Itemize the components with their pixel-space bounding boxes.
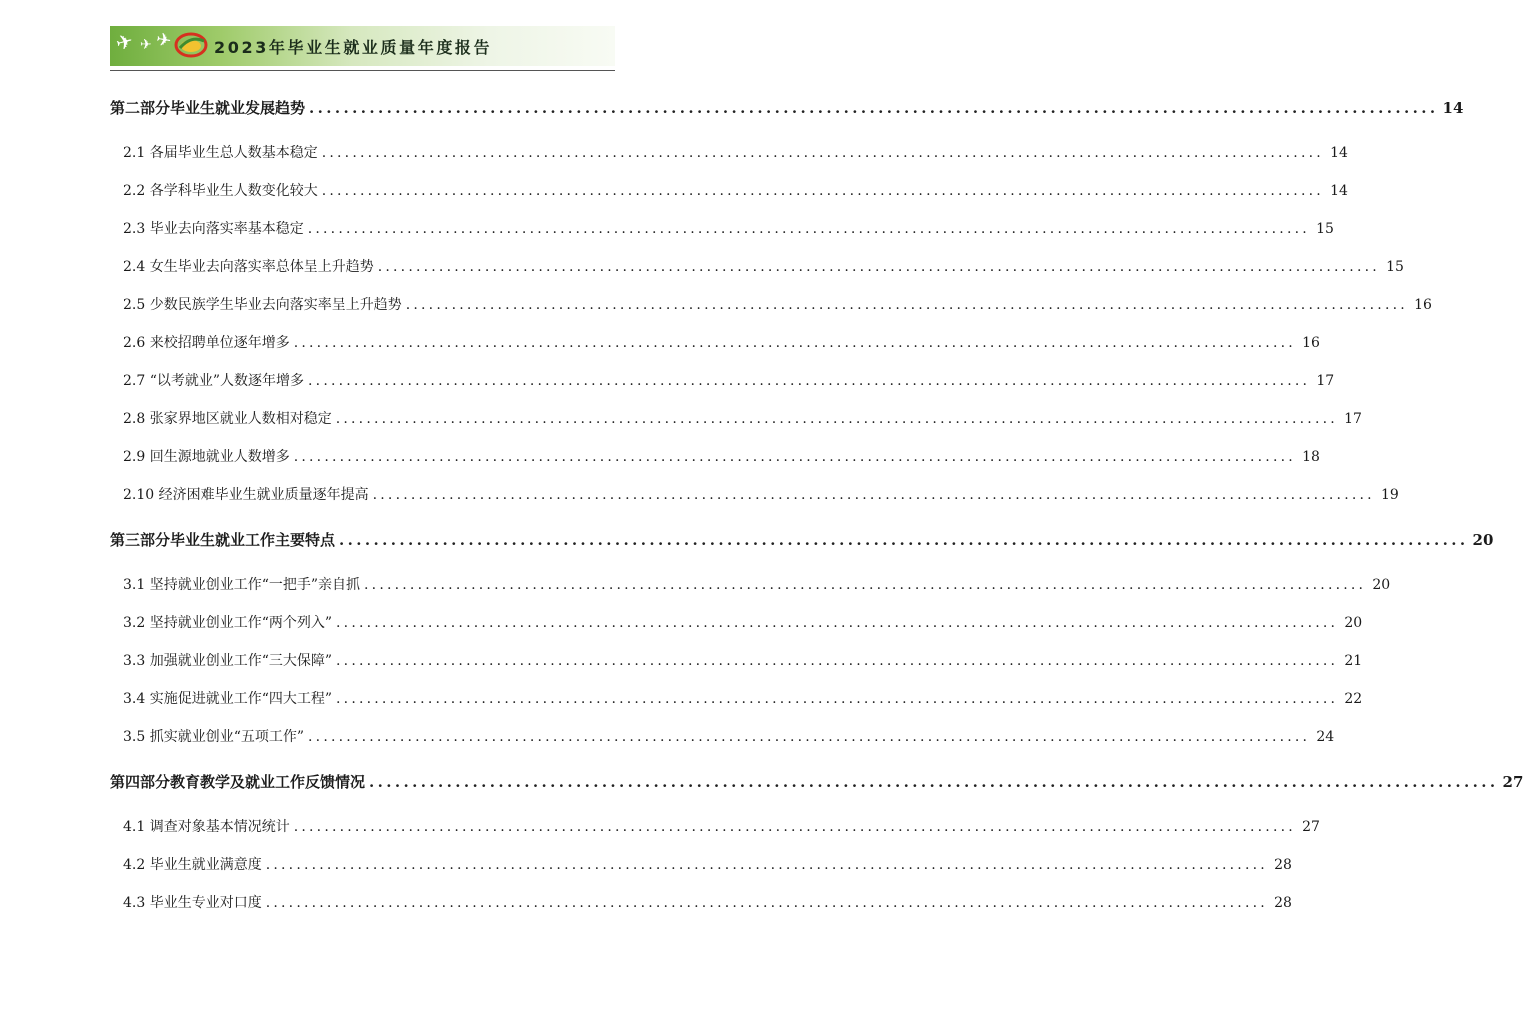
toc-leader-dots: ...................................................................................................................................: [369, 773, 1499, 791]
toc-page-number: 20: [1472, 531, 1494, 549]
toc-item-label: 2.1 各届毕业生总人数基本稳定: [123, 145, 318, 161]
toc-item-2-5[interactable]: [110, 286, 1432, 324]
report-header-banner: [110, 26, 615, 66]
toc-item-3-4[interactable]: [110, 680, 1363, 718]
toc-leader-dots: ...................................................................................................................................: [307, 221, 1310, 237]
toc-item-2-3[interactable]: [110, 210, 1334, 248]
toc-item-4-2[interactable]: [110, 846, 1292, 884]
toc-item-label: 2.9 回生源地就业人数增多: [123, 449, 290, 465]
toc-item-label: 3.2 坚持就业创业工作“两个列入”: [123, 615, 333, 631]
toc-section-title: 第三部分毕业生就业工作主要特点: [110, 531, 336, 549]
toc-item-label: 2.7 “以考就业”人数逐年增多: [123, 373, 305, 389]
toc-page-number: 14: [1442, 99, 1464, 117]
toc-page-number: 16: [1302, 335, 1320, 351]
bird-icon: ✈: [113, 28, 136, 56]
toc-item-2-7[interactable]: [110, 362, 1335, 400]
toc-leader-dots: ...................................................................................................................................: [339, 531, 1469, 549]
toc-leader-dots: ...................................................................................................................................: [336, 691, 1339, 707]
header-divider: [110, 70, 615, 71]
toc-section-title: 第二部分毕业生就业发展趋势: [110, 99, 306, 117]
toc-page-number: 15: [1316, 221, 1334, 237]
toc-item-label: 2.2 各学科毕业生人数变化较大: [123, 183, 318, 199]
toc-section-4[interactable]: [110, 762, 1523, 802]
toc-item-label: 3.3 加强就业创业工作“三大保障”: [123, 653, 333, 669]
toc-item-3-2[interactable]: [110, 604, 1363, 642]
toc-item-label: 2.6 来校招聘单位逐年增多: [123, 335, 290, 351]
toc-leader-dots: ...................................................................................................................................: [377, 259, 1380, 275]
report-title: 2023年毕业生就业质量年度报告: [214, 38, 493, 57]
toc-item-4-1[interactable]: [110, 808, 1320, 846]
toc-page-number: 28: [1274, 857, 1292, 873]
toc-item-2-2[interactable]: [110, 172, 1348, 210]
toc-leader-dots: ...................................................................................................................................: [293, 335, 1296, 351]
toc-item-2-8[interactable]: [110, 400, 1362, 438]
toc-leader-dots: ...................................................................................................................................: [293, 449, 1296, 465]
toc-section-title: 第四部分教育教学及就业工作反馈情况: [110, 773, 366, 791]
toc-leader-dots: ...................................................................................................................................: [265, 895, 1268, 911]
toc-page-number: 22: [1344, 691, 1363, 707]
toc-section-3[interactable]: [110, 520, 1494, 560]
toc-item-2-4[interactable]: [110, 248, 1404, 286]
toc-page-number: 14: [1330, 145, 1348, 161]
toc-leader-dots: ...................................................................................................................................: [309, 99, 1439, 117]
toc-page-number: 17: [1316, 373, 1335, 389]
toc-leader-dots: ...................................................................................................................................: [364, 577, 1367, 593]
toc-page-number: 17: [1344, 411, 1362, 427]
toc-leader-dots: ...................................................................................................................................: [265, 857, 1268, 873]
toc-page-number: 21: [1344, 653, 1363, 669]
toc-item-label: 2.10 经济困难毕业生就业质量逐年提高: [123, 487, 369, 503]
table-of-contents: [110, 88, 1523, 922]
toc-page-number: 27: [1302, 819, 1320, 835]
toc-page-number: 24: [1316, 729, 1335, 745]
toc-page-number: 20: [1344, 615, 1363, 631]
toc-item-2-10[interactable]: [110, 476, 1399, 514]
toc-leader-dots: ...................................................................................................................................: [308, 729, 1311, 745]
toc-item-label: 2.5 少数民族学生毕业去向落实率呈上升趋势: [123, 297, 402, 313]
toc-leader-dots: ...................................................................................................................................: [335, 411, 1338, 427]
toc-item-2-1[interactable]: [110, 134, 1348, 172]
toc-item-label: 2.3 毕业去向落实率基本稳定: [123, 221, 304, 237]
toc-item-2-9[interactable]: [110, 438, 1320, 476]
toc-leader-dots: ...................................................................................................................................: [321, 145, 1324, 161]
toc-item-label: 3.5 抓实就业创业“五项工作”: [123, 729, 305, 745]
toc-item-4-3[interactable]: [110, 884, 1292, 922]
toc-page-number: 15: [1386, 259, 1404, 275]
toc-leader-dots: ...................................................................................................................................: [308, 373, 1311, 389]
toc-leader-dots: ...................................................................................................................................: [372, 487, 1375, 503]
toc-item-label: 3.1 坚持就业创业工作“一把手”亲自抓: [123, 577, 361, 593]
toc-leader-dots: ...................................................................................................................................: [293, 819, 1296, 835]
toc-leader-dots: ...................................................................................................................................: [405, 297, 1408, 313]
toc-item-2-6[interactable]: [110, 324, 1320, 362]
toc-item-label: 3.4 实施促进就业工作“四大工程”: [123, 691, 333, 707]
toc-item-label: 4.3 毕业生专业对口度: [123, 895, 262, 911]
toc-leader-dots: ...................................................................................................................................: [336, 615, 1339, 631]
toc-item-label: 2.4 女生毕业去向落实率总体呈上升趋势: [123, 259, 374, 275]
university-logo-icon: [174, 31, 208, 59]
toc-item-label: 2.8 张家界地区就业人数相对稳定: [123, 411, 332, 427]
toc-item-3-1[interactable]: [110, 566, 1391, 604]
toc-item-label: 4.1 调查对象基本情况统计: [123, 819, 290, 835]
toc-page-number: 16: [1414, 297, 1432, 313]
toc-page-number: 20: [1372, 577, 1391, 593]
toc-page-number: 18: [1302, 449, 1320, 465]
toc-page-number: 14: [1330, 183, 1348, 199]
toc-item-3-3[interactable]: [110, 642, 1363, 680]
toc-leader-dots: ...................................................................................................................................: [321, 183, 1324, 199]
toc-page-number: 19: [1380, 487, 1399, 503]
toc-leader-dots: ...................................................................................................................................: [336, 653, 1339, 669]
toc-page-number: 27: [1502, 773, 1523, 791]
bird-icon: ✈: [140, 37, 152, 53]
toc-section-2[interactable]: [110, 88, 1464, 128]
toc-item-label: 4.2 毕业生就业满意度: [123, 857, 262, 873]
toc-item-3-5[interactable]: [110, 718, 1335, 756]
bird-icon: ✈: [154, 28, 173, 53]
toc-page-number: 28: [1274, 895, 1292, 911]
